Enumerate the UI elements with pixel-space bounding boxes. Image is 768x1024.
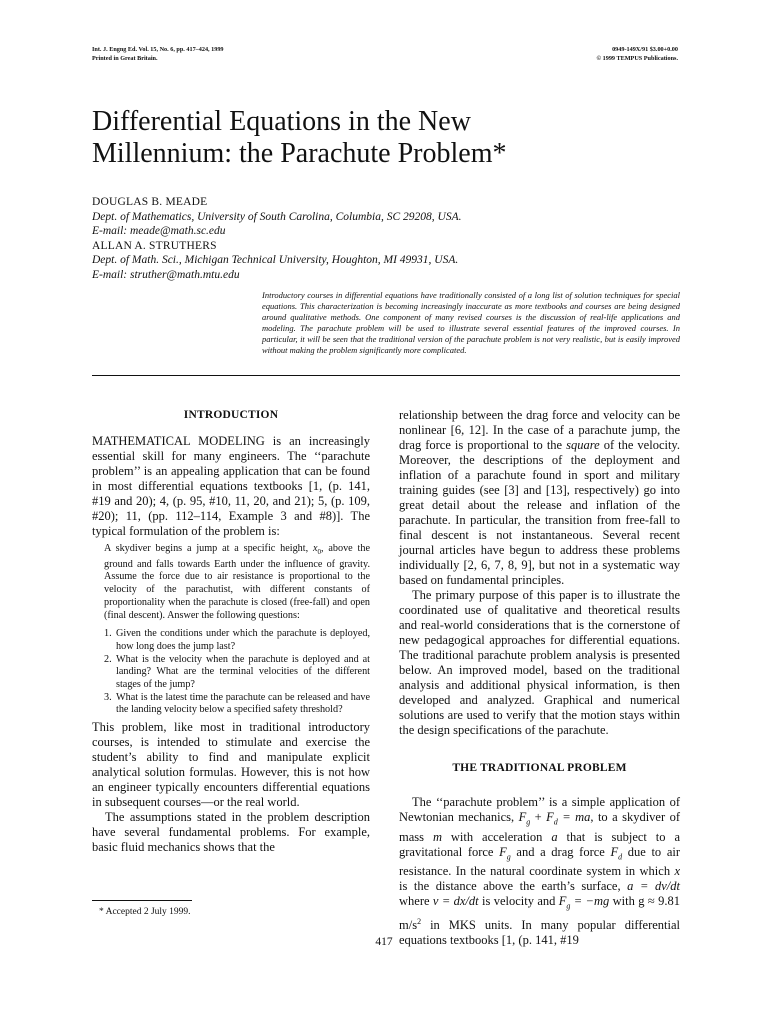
symbol-f: F [558,894,567,908]
page-number: 417 [375,936,393,948]
intro-paragraph-3: The assumptions stated in the problem description have several fundamental problems. For example, basic fluid mechanics shows that the [92,810,370,855]
abstract: Introductory courses in differential equations have traditionally consisted of a long list of solution techniques for special equations. This characterization is becoming increasingly inaccurate as more textbooks and courses are being designed around qualitative methods. One component of many revised courses is the discussion of real-life applications and modeling. The parachute problem will be used to illustrate several essential features of the improved courses. In particular, it will be seen that the traditional version of the parachute problem is not very realistic, but is easily improved without making the problem significantly more complicated. [262,290,680,355]
text-run: is the distance above the earth’s surface, [399,879,628,893]
symbol-f: F [546,810,554,824]
text-run: , to a skydiver of mass [399,810,680,844]
author-1-affiliation: Dept. of Mathematics, University of South Carolina, Columbia, SC 29208, USA. [92,210,462,223]
equation-acceleration: a = dv/dt [627,879,680,893]
subscript-g: g [526,817,531,827]
symbol-f: F [499,844,507,859]
question-text: What is the velocity when the parachute is deployed and at landing? What are the terminal velocities of the different stages of the jump? [116,653,370,691]
copyright: © 1999 TEMPUS Publications. [596,54,678,62]
symbol-f: F [610,844,619,859]
running-header-left [92,46,224,63]
left-column [92,408,370,855]
right-column [399,408,680,948]
question-list [92,628,370,717]
text-run: with acceleration [441,829,552,844]
symbol-a: a [551,829,558,844]
question-number: 2. [104,653,112,665]
question-number: 1. [104,628,112,640]
author-1-name: DOUGLAS B. MEADE [92,196,208,208]
symbol-m: m [432,829,442,844]
equation-g-value: g ≈ 9.81 m/s [399,894,680,932]
height-subscript: 0 [317,548,321,557]
footnote: * Accepted 2 July 1999. [99,907,191,917]
superscript-2: 2 [417,916,422,926]
author-2-email: E-mail: struther@math.mtu.edu [92,268,240,281]
text-run: due to air resistance. In the natural coordinate system in which [399,844,681,878]
text-run: with [609,894,639,908]
author-2-name: ALLAN A. STRUTHERS [92,239,217,252]
list-item [92,692,370,717]
subscript-g: g [506,852,511,861]
para-4-text-a: relationship between the drag force and velocity can be nonlinear [6, 12]. In the case of a parachute jump, the drag force is proportional to the [399,408,680,452]
text-run: that is subject to a gravitational force [399,829,681,859]
height-variable: x [312,543,318,554]
intro-paragraph-2: This problem, like most in traditional introductory courses, is intended to stimulate and exercise the student’s ability to find and manipulate explicit analytical solution formulas. However, this is not how an engineer typically encounters differential equations in subsequent courses—or the real world. [92,720,370,810]
symbol-f: F [518,810,527,824]
intro-paragraph-5: The primary purpose of this paper is to illustrate the coordinated use of qualitative and theoretical results and real-world considerations that is the cornerstone of new pedagogical approaches for differential equations. The traditional parachute problem analysis is presented below. An improved model, based on the traditional analysis and additional physical information, is then developed and analyzed. Graphical and numerical solutions are used to verify that the motion stays within the design specifications of the parachute. [399,588,680,737]
problem-statement-text-b: , above the ground and falls towards Earth under the influence of gravity. Assume the force due to air resistance is proportional to the velocity of the parachutist, with different constants of proportionality when the parachute is closed (free-fall) and open (final descent). Answer the following questions: [104,543,370,621]
text-run: in MKS units. In many popular differential equations textbooks [1, (p. 141, #19 [399,917,680,947]
subscript-d: d [618,852,623,861]
question-text: Given the conditions under which the parachute is deployed, how long does the jump last? [116,628,370,652]
text-run: where [399,894,433,908]
header-rule [92,375,680,376]
traditional-paragraph-1 [399,795,680,948]
text-run: The ‘‘parachute problem’’ is a simple application of Newtonian mechanics, [399,795,680,824]
emphasis-square: square [566,438,600,452]
intro-paragraph-1: MATHEMATICAL MODELING is an increasingly essential skill for many engineers. The ‘‘parachute problem’’ is an appealing application that can be found in most differential equations textbooks [1, (p. 141, #19 and 20); 4, (p. 95, #10, 11, 20, and 21); 5, (p. 109, #20); 11, (pp. 112–114, Example 3 and #8)]. The typical formulation of the problem is: [92,434,370,538]
equals-ma: = ma [557,810,591,824]
section-heading-traditional-problem: THE TRADITIONAL PROBLEM [452,762,627,774]
author-block [92,195,692,282]
question-number: 3. [104,691,112,703]
printed-in: Printed in Great Britain. [92,54,158,62]
section-heading-introduction: INTRODUCTION [183,409,279,421]
symbol-x: x [674,864,680,878]
text-run: and a drag force [510,844,611,859]
problem-statement-text-a: A skydiver begins a jump at a specific height, [104,543,313,554]
question-text: What is the latest time the parachute can be released and have the landing velocity below a specified safety threshold? [116,691,370,716]
title-line-1: Differential Equations in the New [92,106,471,137]
para-4-text-b: of the velocity. Moreover, the descriptions of the deployment and inflation of a parachute found in sport and military training guides (see [3] and [13], respectively) go into great detail about the release and inflation of the parachute. In particular, the transition from free-fall to final descent is not instantaneous. Several recent journal articles have begun to address these problems individually [2, 6, 7, 8, 9], but not in a systematic way based on fundamental principles. [399,438,680,587]
subscript-d: d [553,817,558,827]
author-2-affiliation: Dept. of Math. Sci., Michigan Technical University, Houghton, MI 49931, USA. [92,254,459,266]
intro-paragraph-4 [399,408,680,588]
equation-newton [518,810,591,827]
equation-gravity: = −mg [570,894,610,908]
list-item [92,654,370,692]
paper-title [92,106,692,170]
running-header-right [596,46,678,63]
plus-sign: + [530,810,547,824]
title-line-2: Millennium: the Parachute Problem* [92,138,507,169]
author-1-email: E-mail: meade@math.sc.edu [92,225,226,237]
journal-citation: Int. J. Engng Ed. Vol. 15, No. 6, pp. 417–424, 1999 [92,46,224,53]
equation-velocity: v = dx/dt [432,894,479,908]
list-item [92,628,370,653]
footnote-rule [92,900,192,901]
subscript-g: g [566,901,571,911]
text-run: is velocity and [478,894,559,908]
problem-statement [104,543,370,622]
issn-price: 0949-149X/91 $3.00+0.00 [612,46,678,53]
